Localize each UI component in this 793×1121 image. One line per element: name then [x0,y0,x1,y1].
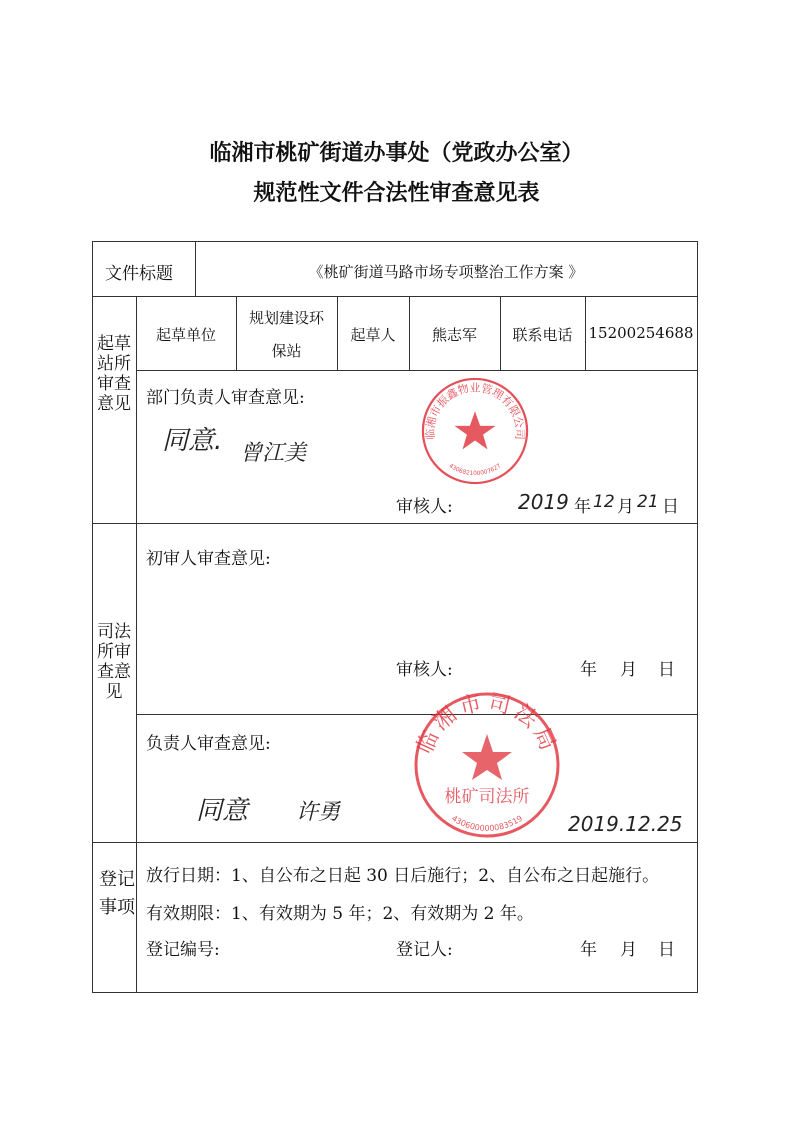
doc-title-label: 文件标题 [105,264,173,284]
phone-label: 联系电话 [512,326,573,344]
judicial-day-label: 日 [658,660,675,680]
drafter-name: 熊志军 [431,326,477,344]
dept-month-label: 月 [617,497,634,517]
dept-date-year: 2019 [518,490,569,514]
dept-year-label: 年 [574,497,591,517]
registration-year-label: 年 [580,940,597,960]
head-review-label: 负责人审查意见: [146,734,271,754]
drafting-unit-label: 起草单位 [155,326,216,344]
drafter-label: 起草人 [350,326,396,344]
form-title-line2: 规范性文件合法性审查意见表 [253,181,540,206]
judicial-year-label: 年 [580,660,597,680]
dept-day-label: 日 [662,497,679,517]
release-date-text: 放行日期：1、自公布之日起 30 日后施行；2、自公布之日起施行。 [146,866,660,886]
registration-section-label: 登记事项 [99,869,135,918]
seal2-number: 430600000083519 [449,813,525,833]
dept-date-month: 12 [593,492,615,512]
registrar-label: 登记人: [396,940,453,960]
svg-text:430682100007627 [448,463,503,477]
initial-review-label: 初审人审查意见: [146,549,271,569]
dept-opinion-handwritten: 同意. [162,426,223,456]
registration-number-label: 登记编号: [146,940,220,960]
drafting-section-label: 起草站所审查意见 [97,334,131,414]
doc-title-value: 《桃矿街道马路市场专项整治工作方案 》 [308,263,584,281]
phone-value: 15200254688 [588,324,694,342]
judicial-month-label: 月 [620,660,637,680]
seal1-number: 430682100007627 [447,463,503,478]
seal2-inner: 桃矿司法所 [444,787,530,807]
drafting-unit-line2: 保站 [271,342,302,360]
dept-date-day: 21 [637,492,659,512]
form-title-line1: 临湘市桃矿街道办事处（党政办公室） [209,141,584,166]
dept-review-label: 部门负责人审查意见: [146,388,305,408]
seal2-text: 临湘市司法局 [412,690,562,758]
dept-reviewer-label: 审核人: [396,497,453,517]
company-seal [420,376,530,486]
drafting-unit-line1: 规划建设环 [248,309,324,327]
seal1-text: 临湘市振鑫物业管理有限公司 [423,381,527,441]
validity-text: 有效期限：1、有效期为 5 年；2、有效期为 2 年。 [146,904,534,924]
head-date-handwritten: 2019.12.25 [568,812,683,836]
registration-month-label: 月 [620,940,637,960]
judicial-bureau-seal [412,690,562,840]
judicial-section-label: 司法所审查意见 [97,622,131,702]
judicial-reviewer-label: 审核人: [396,660,453,680]
registration-day-label: 日 [658,940,675,960]
dept-signature: 曾江美 [240,441,307,466]
head-opinion-handwritten: 同意 [196,796,249,826]
head-signature: 许勇 [296,800,341,825]
